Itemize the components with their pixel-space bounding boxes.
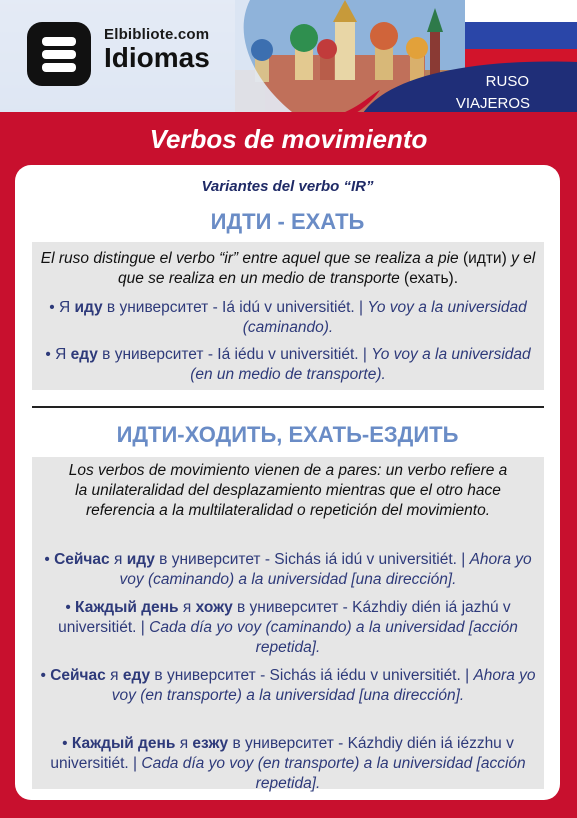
section2-example-2: • Каждый день я хожу в университет - Kázhdiy dién iá jazhú v universitiét. | Cada día yo voy (caminando) a la universidad [acción repetida]. <box>58 599 518 656</box>
category-audience: VIAJEROS <box>455 95 530 112</box>
page-title: Verbos de movimiento <box>149 124 428 154</box>
brand-site: Elbibliote.com <box>104 26 210 43</box>
content-card <box>15 165 560 800</box>
card-subtitle: Variantes del verbo “IR” <box>201 178 374 195</box>
category-language: RUSO <box>485 73 529 90</box>
section2-intro: Los verbos de movimiento vienen de a pares: un verbo refiere a la unilateralidad del desplazamiento mientras que el otro hace referencia a la multilateralidad o repetición del movimiento. <box>68 462 508 519</box>
section1-example-1: • Я иду в университет - Iá idú v universitiét. | Yo voy a la universidad (caminando). <box>49 299 527 336</box>
section2-example-1: • Сейчас я иду в университет - Sichás iá idú v universitiét. | Ahora yo voy (caminando) a la universidad [una dirección]. <box>44 551 532 588</box>
section1-example-2: • Я еду в университет - Iá iédu v universitiét. | Yo voy a la universidad (en un medio de transporte). <box>45 346 531 383</box>
section1-box <box>32 242 544 390</box>
logo-icon <box>27 22 91 86</box>
header-banner <box>0 0 577 118</box>
section1-intro: El ruso distingue el verbo “ir” entre aquel que se realiza a pie (идти) y el que se realiza en un medio de transporte (ехать). <box>40 250 536 287</box>
section2-box <box>32 457 544 792</box>
section2-heading: ИДТИ-ХОДИТЬ, ЕХАТЬ-ЕЗДИТЬ <box>116 422 459 447</box>
section2-example-3: • Сейчас я еду в университет - Sichás iá iédu v universitiét. | Ahora yo voy (en transporte) a la universidad [una dirección]. <box>40 667 536 704</box>
section2-example-4: • Каждый день я езжу в университет - Kázhdiy dién iá iézzhu v universitiét. | Cada día yo voy (en transporte) a la universidad [acción repetida]. <box>50 735 526 792</box>
brand-name: Idiomas <box>104 42 210 73</box>
section-divider <box>32 406 544 408</box>
section1-heading: ИДТИ - ЕХАТЬ <box>210 209 365 234</box>
